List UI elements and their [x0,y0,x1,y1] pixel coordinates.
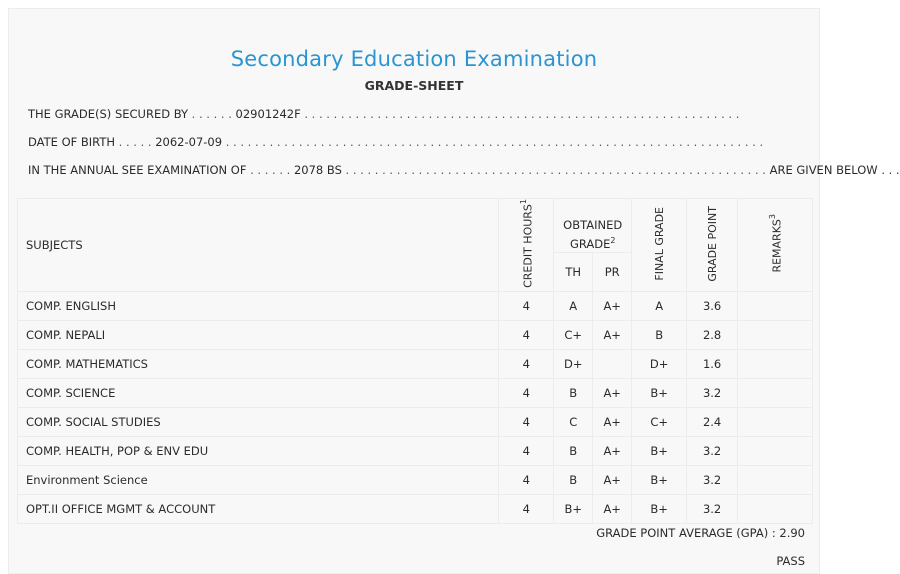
cell-gp: 3.2 [687,465,738,494]
cell-th: C+ [554,320,593,349]
cell-gp: 3.2 [687,436,738,465]
cell-credit: 4 [499,349,554,378]
header-credit-hours: CREDIT HOURS$^1$ [499,199,554,292]
cell-pr: A+ [593,494,632,523]
table-row [18,320,813,349]
cell-credit: 4 [499,436,554,465]
page-title: Secondary Education Examination [230,47,598,71]
cell-subject: COMP. MATHEMATICS [18,349,499,378]
cell-remarks [738,494,813,523]
dob-value: 2062-07-09 [155,135,223,149]
cell-final: D+ [632,349,687,378]
cell-gp: 3.2 [687,494,738,523]
cell-remarks [738,349,813,378]
cell-pr: A+ [593,320,632,349]
cell-final: B [632,320,687,349]
secured-by-label: THE GRADE(S) SECURED BY [28,107,189,121]
table-row [18,349,813,378]
cell-gp: 2.4 [687,407,738,436]
cell-remarks [738,291,813,320]
cell-pr [593,349,632,378]
table-row [18,407,813,436]
cell-subject: COMP. ENGLISH [18,291,499,320]
table-row [18,465,813,494]
cell-pr: A+ [593,407,632,436]
cell-remarks [738,407,813,436]
cell-th: B [554,436,593,465]
cell-remarks [738,465,813,494]
cell-subject: OPT.II OFFICE MGMT & ACCOUNT [18,494,499,523]
given-below-text: ARE GIVEN BELOW . . . [769,163,900,177]
cell-final: B+ [632,494,687,523]
info-exam: IN THE ANNUAL SEE EXAMINATION OF . . . . . . 2078 BS . . . . . . . . . . . . . . . . . . . . . . . . . . . . . . . . . . . . . . . . . . . . . . . . . . . . . . . . . . ARE GIVEN BELOW . . . [28,163,900,177]
cell-gp: 2.8 [687,320,738,349]
cell-credit: 4 [499,378,554,407]
gpa-text: GRADE POINT AVERAGE (GPA) : 2.90 [596,526,805,540]
cell-remarks [738,436,813,465]
cell-subject: COMP. SCIENCE [18,378,499,407]
cell-credit: 4 [499,465,554,494]
symbol-number: 02901242F [235,107,301,121]
cell-subject: COMP. HEALTH, POP & ENV EDU [18,436,499,465]
header-th: TH [554,252,593,291]
cell-pr: A+ [593,436,632,465]
cell-final: B+ [632,465,687,494]
header-obtained-grade: OBTAINED GRADE$^2$ [554,199,632,253]
header-subjects: SUBJECTS [18,199,499,292]
cell-th: B+ [554,494,593,523]
table-row [18,436,813,465]
table-row [18,291,813,320]
cell-gp: 1.6 [687,349,738,378]
cell-final: A [632,291,687,320]
info-secured-by: THE GRADE(S) SECURED BY . . . . . . 02901242F . . . . . . . . . . . . . . . . . . . . . . . . . . . . . . . . . . . . . . . . . . . . . . . . . . . . . . . . . . . . [28,107,740,121]
cell-gp: 3.6 [687,291,738,320]
header-pr: PR [593,252,632,291]
table-row [18,494,813,523]
result-text: PASS [776,554,805,568]
page-subtitle: GRADE-SHEET [364,78,464,93]
grade-sheet [8,8,900,574]
cell-th: C [554,407,593,436]
cell-subject: COMP. NEPALI [18,320,499,349]
cell-credit: 4 [499,494,554,523]
cell-pr: A+ [593,378,632,407]
cell-final: C+ [632,407,687,436]
cell-credit: 4 [499,407,554,436]
exam-year: 2078 BS [293,163,342,177]
dob-label: DATE OF BIRTH [28,135,116,149]
cell-gp: 3.2 [687,378,738,407]
cell-th: B [554,378,593,407]
table-row [18,378,813,407]
cell-remarks [738,320,813,349]
cell-pr: A+ [593,291,632,320]
cell-subject: COMP. SOCIAL STUDIES [18,407,499,436]
cell-th: A [554,291,593,320]
grades-table [17,198,813,524]
header-remarks: REMARKS$^3$ [738,199,813,292]
cell-th: D+ [554,349,593,378]
cell-th: B [554,465,593,494]
header-grade-point: GRADE POINT [687,199,738,292]
exam-label: IN THE ANNUAL SEE EXAMINATION OF [28,163,247,177]
cell-credit: 4 [499,291,554,320]
cell-remarks [738,378,813,407]
cell-pr: A+ [593,465,632,494]
cell-final: B+ [632,378,687,407]
info-dob: DATE OF BIRTH . . . . . 2062-07-09 . . . . . . . . . . . . . . . . . . . . . . . . . . . . . . . . . . . . . . . . . . . . . . . . . . . . . . . . . . . . . . . . . . . . . . . . . . [28,135,764,149]
cell-subject: Environment Science [18,465,499,494]
header-final-grade: FINAL GRADE [632,199,687,292]
cell-final: B+ [632,436,687,465]
cell-credit: 4 [499,320,554,349]
grades-body [18,291,813,523]
